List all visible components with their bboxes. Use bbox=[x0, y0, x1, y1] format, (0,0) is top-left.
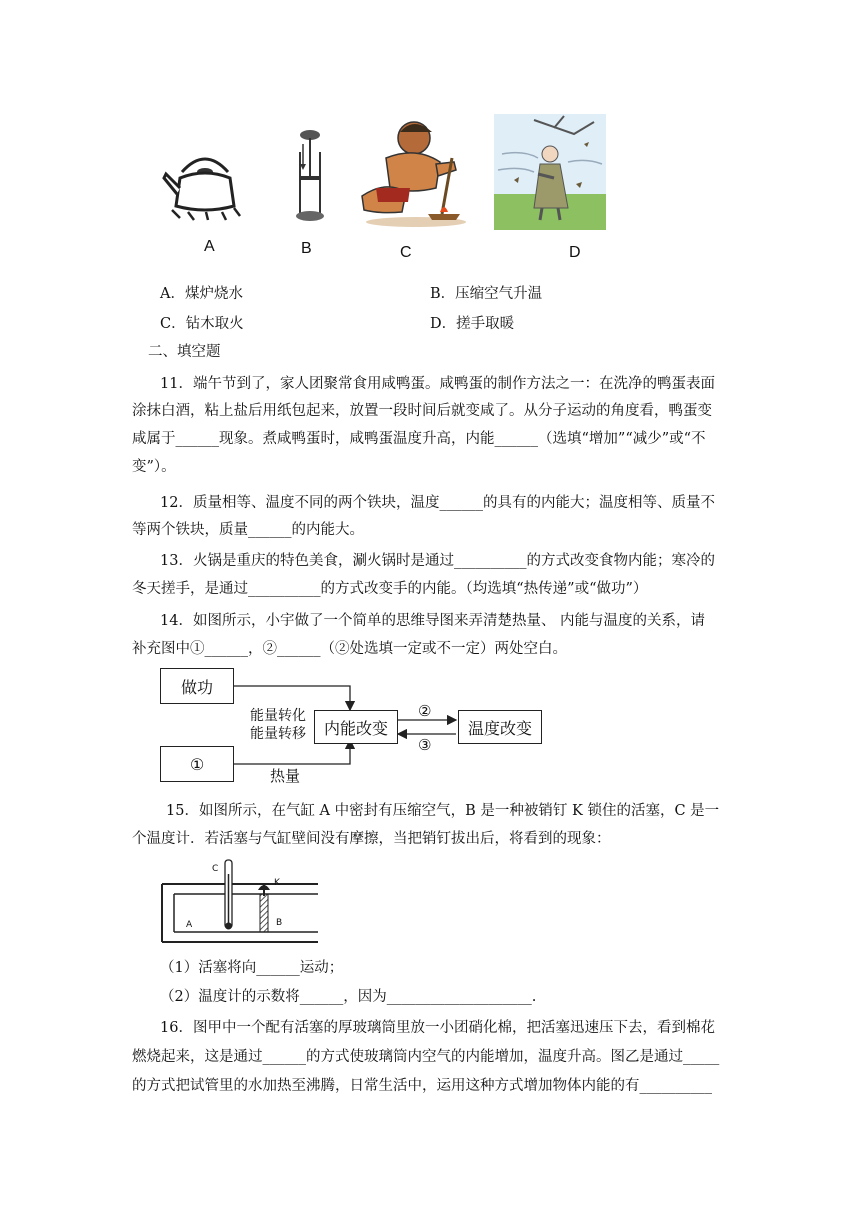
option-a: A．煤炉烧水 bbox=[160, 286, 243, 302]
q11-line: 变”）。 bbox=[132, 459, 176, 475]
box-internal-energy-change: 内能改变 bbox=[314, 710, 398, 744]
cylinder-diagram bbox=[160, 854, 320, 944]
arrow-label-3: ③ bbox=[418, 736, 432, 754]
q12-line: 等两个铁块，质量______的内能大。 bbox=[132, 522, 364, 538]
concept-map bbox=[160, 668, 550, 784]
q12-line: 12．质量相等、温度不同的两个铁块，温度______的具有的内能大；温度相等、质量不 bbox=[160, 495, 715, 511]
figure-b-syringe bbox=[290, 128, 330, 224]
figure-label-c: C bbox=[400, 244, 412, 261]
box-work: 做功 bbox=[160, 668, 234, 704]
label-heat: 热量 bbox=[270, 767, 301, 785]
figure-c-drill-fire bbox=[356, 118, 470, 228]
label-energy-conversion: 能量转化 bbox=[250, 708, 306, 724]
figure-a-kettle bbox=[160, 148, 250, 224]
label-energy-transfer: 能量转移 bbox=[250, 726, 306, 742]
figure-label-b: B bbox=[301, 240, 312, 257]
q14-line: 补充图中①______，②______（②处选填一定或不一定）两处空白。 bbox=[132, 641, 567, 657]
q15-sub1: （1）活塞将向______运动； bbox=[160, 960, 344, 976]
q11-line: 11．端午节到了，家人团聚常食用咸鸭蛋。咸鸭蛋的制作方法之一：在洗净的鸭蛋表面 bbox=[160, 376, 715, 392]
option-d: D．搓手取暖 bbox=[430, 316, 515, 332]
box-temperature-change: 温度改变 bbox=[458, 710, 542, 744]
label-b: B bbox=[276, 918, 283, 928]
option-c: C．钻木取火 bbox=[160, 316, 244, 332]
q16-line: 的方式把试管里的水加热至沸腾，日常生活中，运用这种方式增加物体内能的有__________ bbox=[132, 1078, 712, 1094]
q14-line: 14．如图所示，小宇做了一个简单的思维导图来弄清楚热量、 内能与温度的关系，请 bbox=[160, 613, 706, 629]
q13-line: 冬天搓手，是通过__________的方式改变手的内能。（均选填“热传递”或“做功”） bbox=[132, 581, 648, 597]
label-c: C bbox=[212, 864, 219, 874]
q16-line: 燃烧起来，这是通过______的方式使玻璃筒内空气的内能增加，温度升高。图乙是通过_____ bbox=[132, 1049, 720, 1065]
figure-d-rubbing-hands bbox=[494, 114, 606, 230]
q13-line: 13．火锅是重庆的特色美食，涮火锅时是通过__________的方式改变食物内能；寒冷的 bbox=[160, 553, 715, 569]
q15-sub2: （2）温度计的示数将______，因为____________________. bbox=[160, 989, 537, 1005]
option-b: B．压缩空气升温 bbox=[430, 286, 543, 302]
section-title: 二、填空题 bbox=[148, 344, 221, 360]
q16-line: 16．图甲中一个配有活塞的厚玻璃筒里放一小团硝化棉，把活塞迅速压下去，看到棉花 bbox=[160, 1020, 715, 1036]
label-a: A bbox=[186, 920, 193, 930]
q11-line: 咸属于______现象。煮咸鸭蛋时，咸鸭蛋温度升高，内能______（选填“增加”“减少”或“不 bbox=[132, 431, 706, 447]
q15-line: 个温度计．若活塞与气缸壁间没有摩擦，当把销钉拔出后，将看到的现象： bbox=[132, 831, 611, 847]
label-k: K bbox=[274, 878, 280, 888]
box-blank-1: ① bbox=[160, 746, 234, 782]
figure-label-d: D bbox=[569, 244, 581, 261]
figure-label-a: A bbox=[204, 238, 215, 255]
q11-line: 涂抹白酒，粘上盐后用纸包起来，放置一段时间后就变咸了。从分子运动的角度看，鸭蛋变 bbox=[132, 403, 712, 419]
arrow-label-2: ② bbox=[418, 702, 432, 720]
q15-line: 15．如图所示，在气缸 A 中密封有压缩空气，B 是一种被销钉 K 锁住的活塞，C 是一 bbox=[166, 803, 720, 819]
